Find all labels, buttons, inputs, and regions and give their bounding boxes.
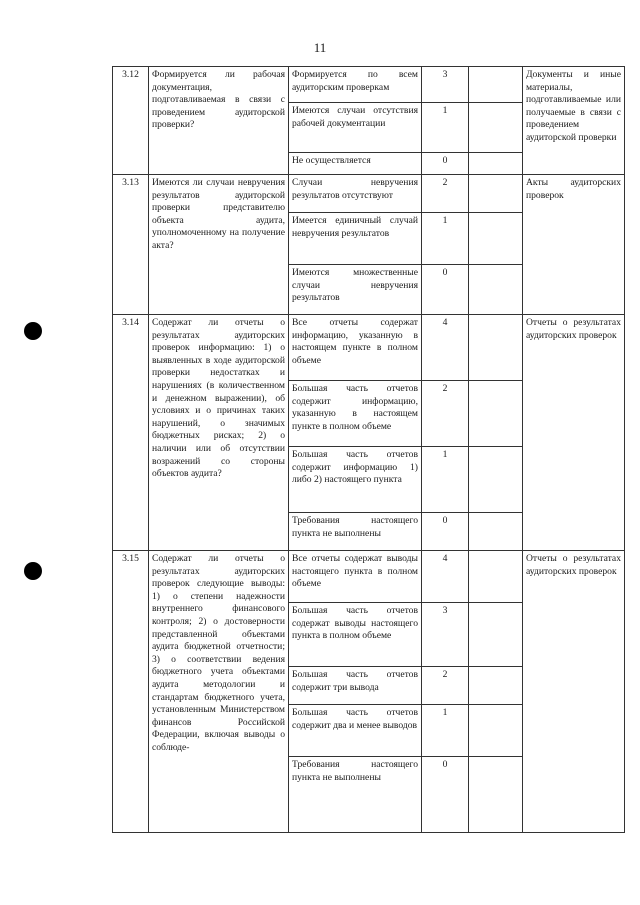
- source-cell: Отчеты о результатах аудиторских проверок: [523, 551, 625, 833]
- blank-cell: [469, 513, 523, 551]
- option-text: Требования настоящего пункта не выполнены: [289, 513, 422, 551]
- option-score: 4: [422, 315, 469, 381]
- row-number: 3.15: [113, 551, 149, 833]
- blank-cell: [469, 667, 523, 705]
- blank-cell: [469, 603, 523, 667]
- option-score: 2: [422, 175, 469, 213]
- option-score: 0: [422, 757, 469, 833]
- blank-cell: [469, 175, 523, 213]
- option-text: Большая часть отчетов содержит информацию, указанную в настоящем пункте в полном объеме: [289, 381, 422, 447]
- option-score: 3: [422, 603, 469, 667]
- option-text: Все отчеты содержат информацию, указанную в настоящем пункте в полном объеме: [289, 315, 422, 381]
- source-cell: Отчеты о результатах аудиторских проверок: [523, 315, 625, 551]
- option-text: Большая часть отчетов содержит информацию 1) либо 2) настоящего пункта: [289, 447, 422, 513]
- option-score: 2: [422, 667, 469, 705]
- row-number: 3.13: [113, 175, 149, 315]
- blank-cell: [469, 315, 523, 381]
- option-score: 2: [422, 381, 469, 447]
- option-score: 1: [422, 213, 469, 265]
- blank-cell: [469, 551, 523, 603]
- option-score: 0: [422, 153, 469, 175]
- table-row: [113, 175, 625, 213]
- option-score: 0: [422, 513, 469, 551]
- blank-cell: [469, 213, 523, 265]
- blank-cell: [469, 757, 523, 833]
- option-text: Формируется по всем аудиторским проверкам: [289, 67, 422, 103]
- question-cell: Содержат ли отчеты о результатах аудиторских проверок информацию: 1) о выявленных в ходе аудиторской проверки недостатках и нарушениях (в количественном и денежном выражении), об условиях и о причинах таких нарушений, о значимых бюджетных рисках; 2) о наличии или об отсутствии возражений со стороны объектов аудита?: [149, 315, 289, 551]
- option-score: 4: [422, 551, 469, 603]
- table-row: [113, 67, 625, 103]
- blank-cell: [469, 67, 523, 103]
- option-text: Случаи невручения результатов отсутствуют: [289, 175, 422, 213]
- option-score: 3: [422, 67, 469, 103]
- option-text: Имеются случаи отсутствия рабочей документации: [289, 103, 422, 153]
- question-cell: Содержат ли отчеты о результатах аудиторских проверок следующие выводы: 1) о степени надежности внутреннего финансового контроля; 2) о достоверности представленной объектами аудита бюджетной отчетности; 3) о соответствии ведения бюджетного учета объектами аудита методологии и стандартам бюджетного учета, установленным Министерством финансов Российской Федерации, включая выводы о соблюде-: [149, 551, 289, 833]
- blank-cell: [469, 447, 523, 513]
- punch-hole-mark: [24, 562, 42, 580]
- option-text: Не осуществляется: [289, 153, 422, 175]
- blank-cell: [469, 153, 523, 175]
- criteria-table: [112, 66, 625, 833]
- option-text: Имеются множественные случаи невручения результатов: [289, 265, 422, 315]
- blank-cell: [469, 265, 523, 315]
- punch-hole-mark: [24, 322, 42, 340]
- option-text: Большая часть отчетов содержит три вывода: [289, 667, 422, 705]
- option-text: Большая часть отчетов содержат выводы настоящего пункта в полном объеме: [289, 603, 422, 667]
- blank-cell: [469, 381, 523, 447]
- question-cell: Формируется ли рабочая документация, подготавливаемая в связи с проведением аудиторской проверки?: [149, 67, 289, 175]
- table-row: [113, 315, 625, 381]
- option-score: 1: [422, 705, 469, 757]
- row-number: 3.12: [113, 67, 149, 175]
- option-text: Все отчеты содержат выводы настоящего пункта в полном объеме: [289, 551, 422, 603]
- option-text: Большая часть отчетов содержит два и менее выводов: [289, 705, 422, 757]
- source-cell: Акты аудиторских проверок: [523, 175, 625, 315]
- question-cell: Имеются ли случаи невручения результатов аудиторской проверки представителю объекта аудита, уполномоченному на получение акта?: [149, 175, 289, 315]
- option-score: 1: [422, 103, 469, 153]
- page-number: 11: [313, 40, 327, 55]
- source-cell: Документы и иные материалы, подготавливаемые или получаемые в связи с проведением аудиторской проверки: [523, 67, 625, 175]
- table-row: [113, 551, 625, 603]
- option-text: Имеется единичный случай невручения результатов: [289, 213, 422, 265]
- blank-cell: [469, 103, 523, 153]
- option-score: 0: [422, 265, 469, 315]
- option-text: Требования настоящего пункта не выполнены: [289, 757, 422, 833]
- option-score: 1: [422, 447, 469, 513]
- blank-cell: [469, 705, 523, 757]
- row-number: 3.14: [113, 315, 149, 551]
